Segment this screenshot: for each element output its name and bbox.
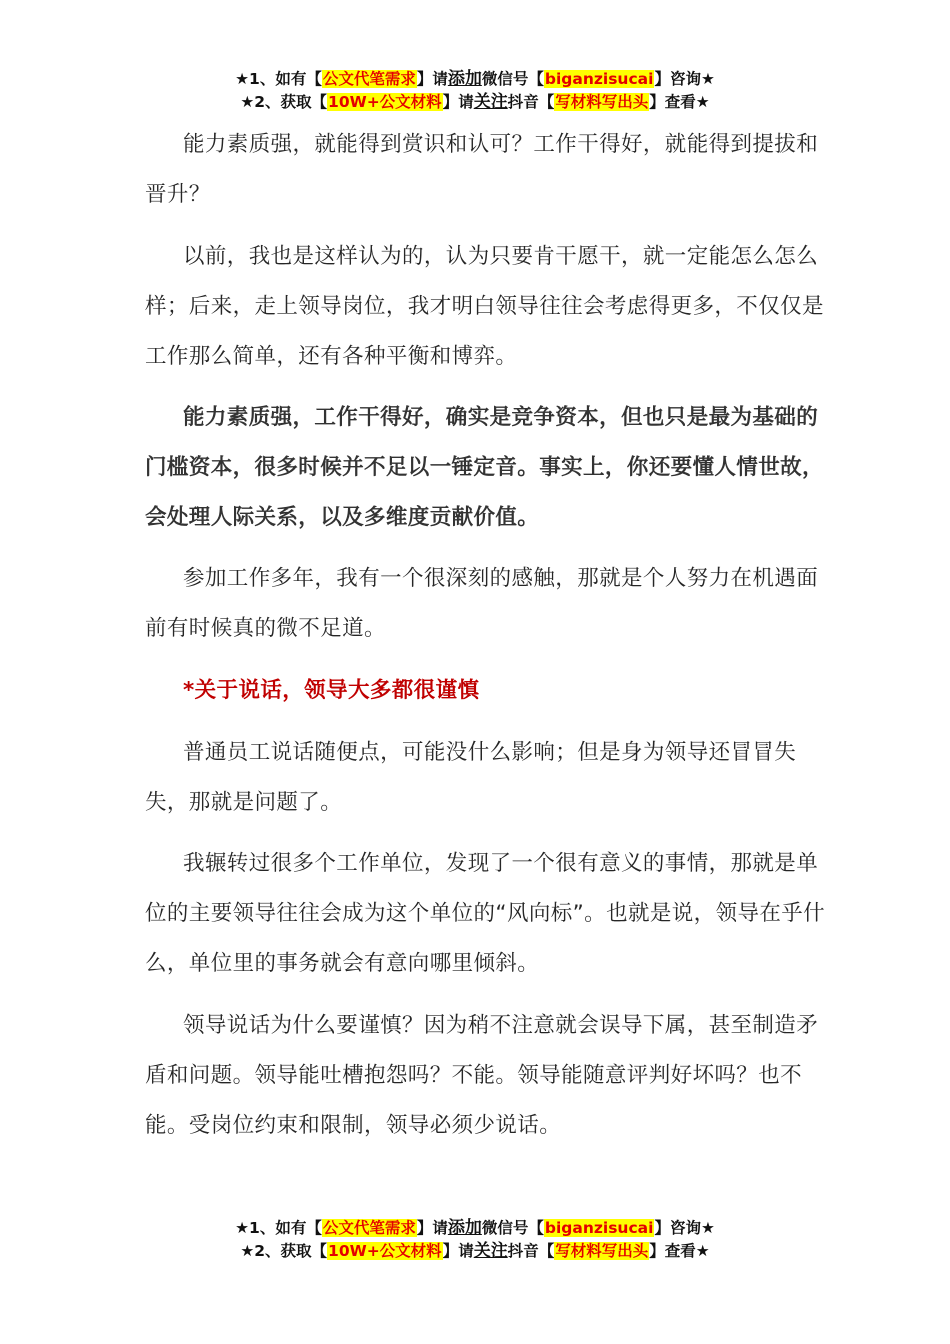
banner-highlight: 10W+公文材料 — [328, 1242, 442, 1260]
banner-highlight: 公文代笔需求 — [322, 70, 416, 88]
section-heading: *关于说话，领导大多都很谨慎 — [183, 678, 480, 703]
banner-line-1 — [0, 1217, 950, 1240]
banner-text: 】查看★ — [649, 93, 710, 111]
banner-text: ★1、如有【 — [235, 70, 322, 88]
bottom-banner — [0, 1217, 950, 1263]
banner-text: 】请 — [442, 93, 474, 111]
top-banner — [0, 68, 950, 114]
banner-text: 】请 — [416, 70, 448, 88]
banner-text: 抖音【 — [507, 1242, 555, 1260]
banner-text: 】咨询★ — [654, 70, 715, 88]
paragraph-4: 参加工作多年，我有一个很深刻的感触，那就是个人努力在机遇面前有时候真的微不足道。 — [145, 566, 819, 641]
banner-text: 】请 — [416, 1219, 448, 1237]
banner-text: 】查看★ — [649, 1242, 710, 1260]
banner-wechat-id: biganzisucai — [544, 1219, 654, 1237]
banner-text: 微信号【 — [481, 1219, 544, 1237]
paragraph-2: 以前，我也是这样认为的，认为只要肯干愿干，就一定能怎么怎么样；后来，走上领导岗位，我才明白领导往往会考虑得更多，不仅仅是工作那么简单，还有各种平衡和博弈。 — [145, 244, 824, 369]
banner-highlight: 10W+公文材料 — [328, 93, 442, 111]
banner-highlight: 公文代笔需求 — [322, 1219, 416, 1237]
banner-line-2 — [0, 1240, 950, 1263]
banner-text: 微信号【 — [481, 70, 544, 88]
banner-underline: 关注 — [473, 92, 508, 112]
banner-douyin-id: 写材料写出头 — [555, 93, 649, 111]
paragraph-5: 普通员工说话随便点，可能没什么影响；但是身为领导还冒冒失失，那就是问题了。 — [145, 740, 797, 815]
banner-text: ★2、获取【 — [240, 1242, 328, 1260]
banner-text: 】咨询★ — [654, 1219, 715, 1237]
banner-text: ★2、获取【 — [240, 93, 328, 111]
banner-text: 】请 — [442, 1242, 474, 1260]
banner-underline: 添加 — [447, 69, 482, 89]
paragraph-bold-3: 能力素质强，工作干得好，确实是竞争资本，但也只是最为基础的门槛资本，很多时候并不足以一锤定音。事实上，你还要懂人情世故，会处理人际关系，以及多维度贡献价值。 — [145, 405, 824, 530]
paragraph-1: 能力素质强，就能得到赏识和认可？工作干得好，就能得到提拔和晋升？ — [145, 132, 819, 207]
paragraph-7: 领导说话为什么要谨慎？因为稍不注意就会误导下属，甚至制造矛盾和问题。领导能吐槽抱怨吗？不能。领导能随意评判好坏吗？也不能。受岗位约束和限制，领导必须少说话。 — [145, 1013, 819, 1138]
banner-text: 抖音【 — [507, 93, 555, 111]
banner-line-1 — [0, 68, 950, 91]
banner-wechat-id: biganzisucai — [544, 70, 654, 88]
banner-text: ★1、如有【 — [235, 1219, 322, 1237]
banner-douyin-id: 写材料写出头 — [555, 1242, 649, 1260]
banner-line-2 — [0, 91, 950, 114]
paragraph-6: 我辗转过很多个工作单位，发现了一个很有意义的事情，那就是单位的主要领导往往会成为这个单位的“风向标”。也就是说，领导在乎什么，单位里的事务就会有意向哪里倾斜。 — [145, 851, 826, 976]
banner-underline: 关注 — [473, 1241, 508, 1261]
banner-underline: 添加 — [447, 1218, 482, 1238]
